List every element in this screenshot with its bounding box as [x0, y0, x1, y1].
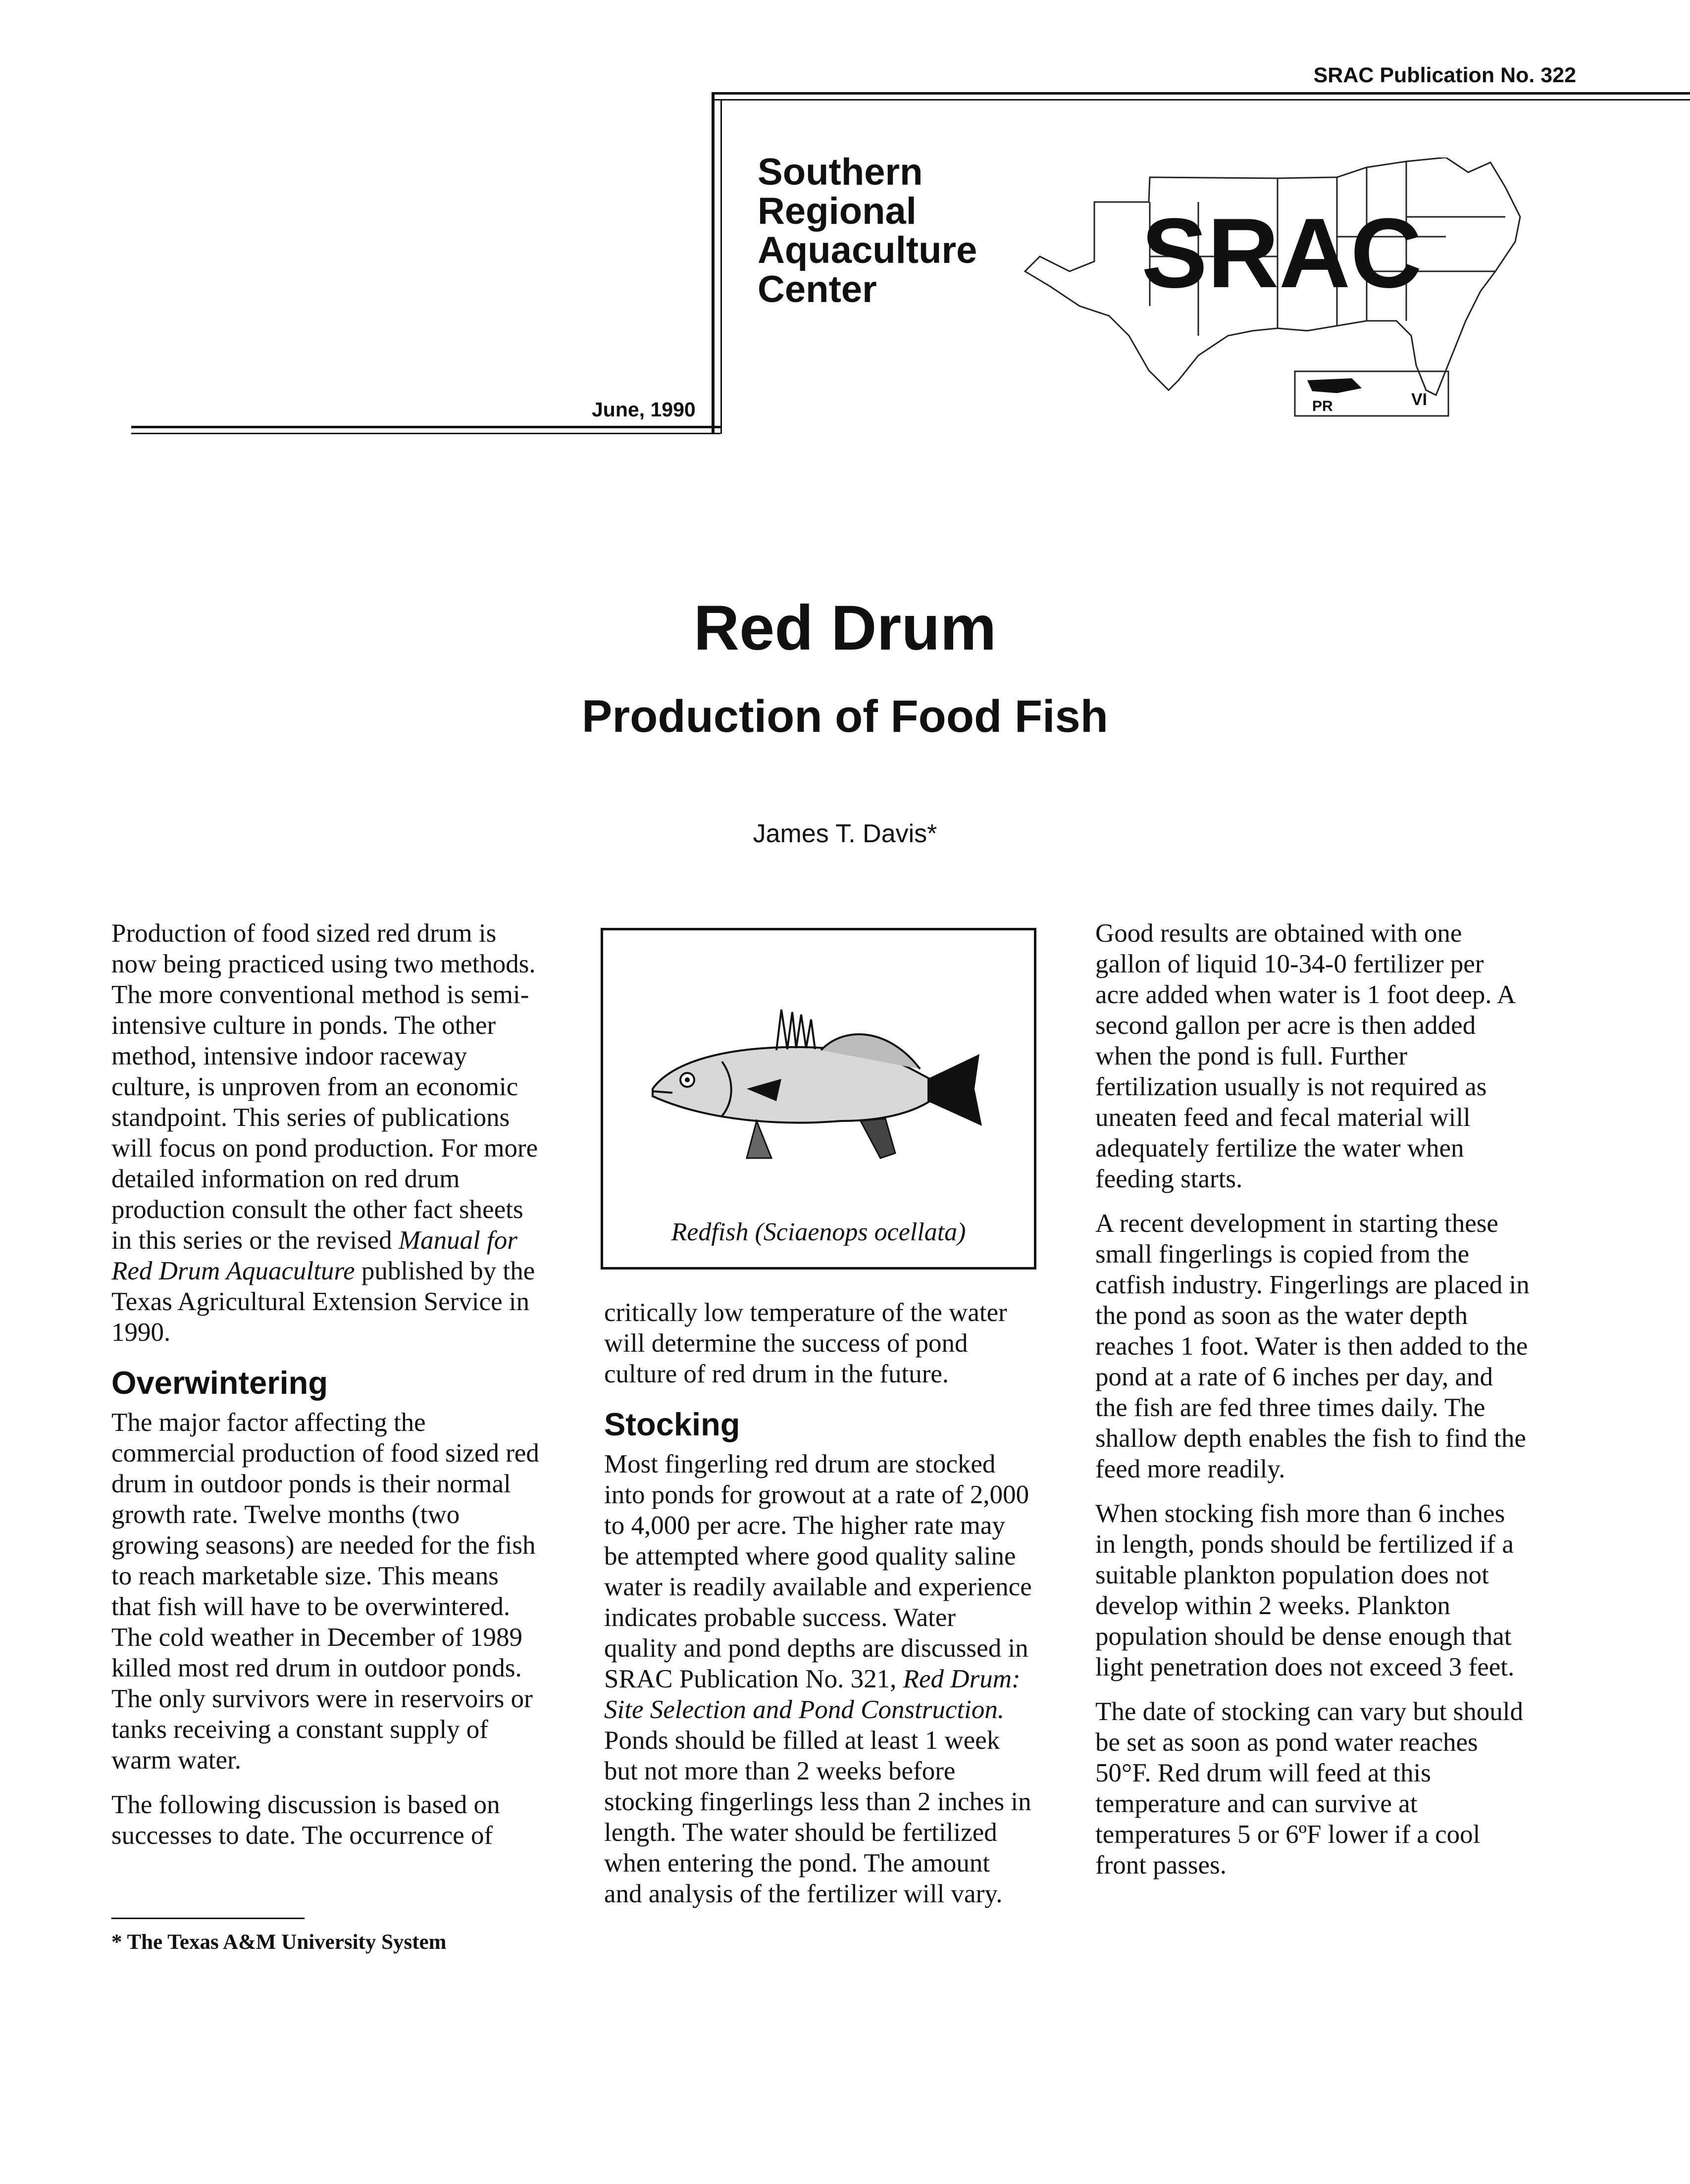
- figure-box: [601, 928, 1036, 1270]
- header-vertical-rule: [712, 92, 715, 434]
- header-rule: [714, 92, 1690, 95]
- intro-paragraph: [111, 918, 540, 1348]
- overwintering-paragraph: The following discussion is based on successes to date. The occurrence of: [111, 1790, 500, 1850]
- center-name-line: Aquaculture: [758, 229, 977, 271]
- srac-logo-map: [1020, 157, 1545, 436]
- stocking-paragraph: [604, 1449, 1032, 1909]
- column-3: [1095, 918, 1531, 1894]
- srac-letters: SRAC: [1141, 198, 1422, 308]
- pelvic-fin: [747, 1121, 771, 1158]
- document-subtitle: Production of Food Fish: [582, 691, 1108, 742]
- intro-text-end: published by the Texas Agricultural Extension Service in 1990.: [111, 1257, 535, 1347]
- publication-date: June, 1990: [592, 398, 696, 421]
- document-title: Red Drum: [693, 593, 997, 663]
- continuation-paragraph: critically low temperature of the water will determine the success of pond culture of red drum in the future.: [604, 1298, 1007, 1388]
- redfish-illustration: [633, 995, 1004, 1193]
- stocking-text-end: Ponds should be filled at least 1 week but not more than 2 weeks before stocking fingerlings less than 2 inches in length. The water should be fertilized when entering the pond. The amount and analysis of the fertilizer will vary.: [604, 1726, 1031, 1908]
- vi-label: VI: [1411, 390, 1428, 409]
- overwintering-paragraph: The major factor affecting the commercial production of food sized red drum in outdoor ponds is their normal growth rate. Twelve months (two growing seasons) are needed for the fish to reach marketable size. This means that fish will have to be overwintered. The cold weather in December of 1989 killed most red drum in outdoor ponds. The only survivors were in reservoirs or tanks receiving a constant supply of warm water.: [111, 1408, 539, 1775]
- referenced-publication-title: Red Drum: Site Selection and Pond Construction.: [604, 1665, 1021, 1724]
- pr-island: [1307, 378, 1362, 393]
- header-rule: [714, 99, 1690, 101]
- dorsal-fin-spiny: [776, 1010, 815, 1050]
- anal-fin: [861, 1118, 895, 1158]
- fish-tail: [927, 1054, 982, 1126]
- intro-text: Production of food sized red drum is now being practiced using two methods. The more conventional method is semi-intensive culture in ponds. The other method, intensive indoor raceway culture, is unproven from an economic standpoint. This series of publications will focus on pond production. For more detailed information on red drum production consult the other fact sheets in this series or the revised: [111, 919, 538, 1255]
- center-name-line: Center: [758, 268, 877, 310]
- figure-caption: Redfish (Sciaenops ocellata): [671, 1218, 966, 1246]
- center-name-line: Southern: [758, 151, 923, 193]
- author: James T. Davis*: [753, 819, 937, 848]
- overwintering-heading: Overwintering: [111, 1365, 328, 1401]
- body-paragraph: Good results are obtained with one gallon of liquid 10-34-0 fertilizer per acre added when water is 1 foot deep. A second gallon per acre is then added when the pond is full. Further fertilization usually is not required as uneaten feed and fecal material will adequately fertilize the water when feeding starts.: [1095, 919, 1515, 1193]
- publication-number: SRAC Publication No. 322: [1313, 63, 1576, 87]
- center-name-line: Regional: [758, 190, 917, 232]
- column-2: [604, 1297, 1032, 1923]
- stocking-text: Most fingerling red drum are stocked into ponds for growout at a rate of 2,000 to 4,000 per acre. The higher rate may be attempted where good quality saline water is readily available and experience indicates probable success. Water quality and pond depths are discussed in SRAC Publication No. 321,: [604, 1450, 1032, 1693]
- body-paragraph: A recent development in starting these small fingerlings is copied from the catfish industry. Fingerlings are placed in the pond as soon as the water depth reaches 1 foot. Water is then added to the pond at a rate of 6 inches per day, and the fish are fed three times daily. The shallow depth enables the fish to find the feed more readily.: [1095, 1209, 1530, 1483]
- body-paragraph: When stocking fish more than 6 inches in length, ponds should be fertilized if a suitable plankton population does not develop within 2 weeks. Plankton population should be dense enough that light penetration does not exceed 3 feet.: [1095, 1499, 1515, 1681]
- footnote: * The Texas A&M University System: [111, 1930, 447, 1954]
- footnote-rule: [111, 1918, 305, 1919]
- column-1: [111, 918, 540, 1865]
- body-paragraph: The date of stocking can vary but should be set as soon as pond water reaches 50°F. Red drum will feed at this temperature and can survive at temperatures 5 or 6ºF lower if a cool front passes.: [1095, 1697, 1523, 1879]
- center-name: [758, 152, 977, 309]
- header-vertical-rule: [720, 99, 722, 434]
- stocking-heading: Stocking: [604, 1406, 740, 1442]
- header-bottom-rule: [131, 426, 720, 428]
- manual-title: Manual for Red Drum Aquaculture: [111, 1226, 517, 1285]
- header-bottom-rule: [131, 433, 720, 434]
- pr-label: PR: [1312, 398, 1333, 414]
